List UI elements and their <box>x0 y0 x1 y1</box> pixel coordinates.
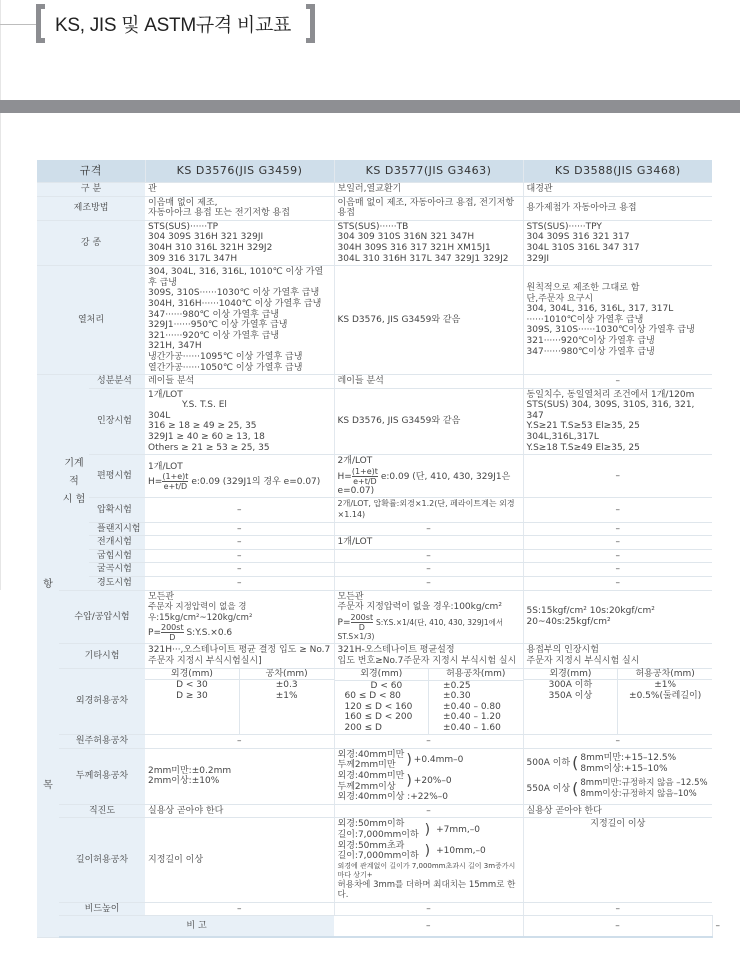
line: Y.S≥21 T.S≥53 El≥35, 25 <box>526 421 640 432</box>
cell: KS D3576, JIS G3459와 같음 <box>334 388 523 455</box>
line: 350A 이상 <box>548 690 593 701</box>
cell: 대경관 <box>523 183 712 197</box>
cell: – <box>523 577 712 591</box>
subcell <box>524 680 618 735</box>
line: 2개/LOT <box>337 456 373 467</box>
cell: – <box>334 549 523 563</box>
cell: – <box>145 498 334 522</box>
size-label: 500A 이하 <box>526 758 571 769</box>
row-composition <box>37 375 712 389</box>
row-unfold <box>37 536 712 550</box>
tolerance-value: +20%–0 <box>413 776 452 787</box>
cell: – <box>523 522 712 536</box>
line: 321H···,오스테나이트 평균 결정 입도 ≥ No.7 <box>148 645 331 656</box>
row-label: 비드높이 <box>59 902 145 916</box>
line: 321······920℃ 이상 가열후 급냉 <box>148 330 280 341</box>
subcell <box>145 680 239 735</box>
cell: – <box>523 549 712 563</box>
line: ±1% <box>275 690 298 701</box>
row-remarks: 비 고 – – – <box>37 916 712 938</box>
cell: – <box>145 735 334 749</box>
row-od-tolerance <box>37 668 712 735</box>
group-label-mechanical <box>59 375 89 591</box>
row-label: 두께허용공차 <box>59 748 145 804</box>
line: D < 60 <box>370 680 403 691</box>
line: 2mm미만:±0.2mm <box>148 765 232 776</box>
cell <box>145 196 334 220</box>
line: 외경:40mm미만 <box>337 770 405 781</box>
numerator: (1+e)t <box>162 472 189 482</box>
cell <box>523 668 712 735</box>
group-label-top: 항 <box>43 579 53 591</box>
header-spec: 규격 <box>37 160 145 183</box>
cell: KS D3576, JIS G3459와 같음 <box>334 266 523 375</box>
cell <box>523 388 712 455</box>
cell: – <box>334 735 523 749</box>
line: 용접부의 인장시험 <box>526 645 599 656</box>
formula <box>148 472 331 491</box>
line: D < 30 <box>176 680 208 691</box>
cell: 지정길이 이상 <box>523 818 712 903</box>
fraction <box>351 613 374 632</box>
line: 304H, 316H······1040℃ 이상 가열후 급냉 <box>148 298 322 309</box>
row-label: 플랜지시험 <box>89 522 145 536</box>
tolerance-value: +0.4mm–0 <box>413 755 464 766</box>
formula-note: e:0.09 (329J1의 경우 e=0.07) <box>191 477 321 488</box>
cell: – <box>523 902 712 916</box>
cell: – <box>523 455 712 498</box>
cell: – <box>523 735 712 749</box>
row-other-tests <box>37 644 712 668</box>
row-label: 경도시험 <box>89 577 145 591</box>
row-bead-height <box>37 902 712 916</box>
line: 1개/LOT <box>148 461 183 472</box>
line: 329J1······950℃ 이상 가열후 급냉 <box>148 320 288 331</box>
fraction <box>352 467 378 486</box>
denominator: e+t/D <box>163 482 188 492</box>
cell: – <box>523 916 712 938</box>
row-label: 전개시험 <box>89 536 145 550</box>
cell: – <box>523 498 712 522</box>
tolerance-value: +7mm,–0 <box>436 824 480 835</box>
cell <box>523 266 712 375</box>
row-hardness <box>37 577 712 591</box>
line: ±1% <box>654 680 677 691</box>
line: 304H 309S 316 317 321H XM15J1 <box>337 242 491 253</box>
line: 자동아아크 용접 또는 전기저항 용접 <box>148 208 290 219</box>
line: 동일치수, 동일열처리 조건에서 1개/120m <box>526 389 695 400</box>
line: 8mm미만:규정하지 않음 –12.5% <box>580 778 708 789</box>
line: 단,주문자 요구시 <box>526 293 594 304</box>
cell: – <box>145 536 334 550</box>
cell <box>145 668 334 735</box>
line: 120 ≤ D < 160 <box>344 701 413 712</box>
line: STS(SUS) 304, 309S, 310S, 316, 321, 347 <box>526 400 695 421</box>
line: 이음매 없이 제조, <box>148 197 218 208</box>
tolerance-group: 550A 이상 ( 8mm미만:규정하지 않음 –12.5% 8mm이상:규정하지 않음–10% <box>526 778 708 799</box>
line: 347······980℃ 이상 가열후 급냉 <box>148 309 280 320</box>
line: 304L 310 316H 317L 347 329J1 329J2 <box>337 253 509 264</box>
subcell <box>335 680 429 733</box>
row-straightness <box>37 804 712 818</box>
line: 304 309 310S 316N 321 347H <box>337 232 475 243</box>
tolerance-group: 외경:40mm미만 두께2mm이상 ) +20%–0 <box>337 770 452 792</box>
row-label: 압확시험 <box>89 498 145 522</box>
line: 304H 310 316L 321H 329J2 <box>148 242 273 253</box>
row-label: 제조방법 <box>37 196 145 220</box>
line: 두께2mm이상 <box>337 781 396 792</box>
note: 외경에 관계없이 길이가 7,000mm초과시 길이 3m증가시마다 상기+ <box>337 861 516 879</box>
row-label: 수압/공압시험 <box>59 590 145 644</box>
line: 주문자 지정시 부식시험 실시 <box>526 655 640 666</box>
formula-lhs: H= <box>337 471 352 482</box>
subheader: 외경(mm) <box>524 669 618 680</box>
subtable <box>524 669 713 735</box>
subcell <box>429 680 523 733</box>
formula-lhs: P= <box>337 617 351 628</box>
row-label: 성분분석 <box>89 375 145 389</box>
fraction <box>162 472 188 491</box>
line: 모든관 <box>148 591 175 602</box>
numerator: 200st <box>350 612 374 622</box>
line: ±0.30 <box>443 691 471 702</box>
line: STS(SUS)······TB <box>337 221 409 232</box>
cell: – <box>334 577 523 591</box>
left-rule <box>0 0 1 590</box>
cell: – <box>145 522 334 536</box>
row-bend <box>37 549 712 563</box>
line: 원칙적으로 제조한 그대로 함 <box>526 283 640 294</box>
line: ······1010℃이상 가열후 급냉 <box>526 314 644 325</box>
denominator: D <box>358 622 365 632</box>
line: 8mm이상:규정하지 않음–10% <box>580 788 697 799</box>
line: 8mm이상:+15–10% <box>580 763 668 774</box>
row-gubun <box>37 183 712 197</box>
line: ±0.40 – 1.20 <box>443 712 501 723</box>
tolerance-value: +10mm,–0 <box>436 845 486 856</box>
line: ±0.3 <box>275 680 298 691</box>
line: 열간가공······1050℃ 이상 가열후 급냉 <box>148 362 303 373</box>
line: 주문자 지정압력이 없을 경우:100kg/cm² <box>337 602 502 613</box>
line: STS(SUS)······TPY <box>526 221 602 232</box>
line: 304 309S 316H 321 329JI <box>148 232 264 243</box>
row-label: 강 종 <box>37 220 145 265</box>
row-flattening <box>37 455 712 498</box>
cell: 보일러,열교환기 <box>334 183 523 197</box>
cell: 2개/LOT, 압확률:외경×1.2(단, 페라이트계는 외경 ×1.14) <box>334 498 523 522</box>
cell: 레이들 분석 <box>145 375 334 389</box>
line: 시 험 <box>62 494 86 506</box>
cell <box>523 220 712 265</box>
line: 외경:40mm미만 <box>337 749 405 760</box>
title-bracket-left <box>36 4 45 43</box>
row-label: 굴곡시험 <box>89 563 145 577</box>
formula-lhs: P= <box>148 628 161 639</box>
row-length-tolerance <box>37 818 712 903</box>
cell <box>145 220 334 265</box>
line: 8mm미만:+15–12.5% <box>580 753 677 764</box>
subcell <box>239 680 333 735</box>
line: 5S:15kgf/cm² 10s:20kgf/cm² <box>526 606 655 617</box>
size-label: 550A 이상 <box>526 783 571 794</box>
cell <box>334 748 523 804</box>
tolerance-group: 외경:50mm이하 길이:7,000mm이하 ) +7mm,–0 <box>337 819 480 840</box>
cell: 실용상 곧아야 한다 <box>145 804 334 818</box>
line: 309S, 310S······1030℃ 이상 가열후 급냉 <box>148 288 320 299</box>
line: Y.S. T.S. El <box>182 400 227 411</box>
line: 길이:7,000mm이하 <box>337 851 419 862</box>
row-heat-treatment <box>37 266 712 375</box>
cell: 레이들 분석 <box>334 375 523 389</box>
formula <box>148 623 331 642</box>
title-bracket-right <box>306 4 315 43</box>
cell <box>523 748 712 804</box>
line: 160 ≤ D < 200 <box>344 712 413 723</box>
line: 냉간가공······1095℃ 이상 가열후 급냉 <box>148 351 303 362</box>
cell: – <box>334 804 523 818</box>
line: ±0.40 – 0.80 <box>443 701 501 712</box>
section-divider-bar <box>0 100 740 113</box>
cell <box>334 644 523 668</box>
line: 300A 이하 <box>548 680 593 691</box>
row-label: 길이허용공차 <box>59 818 145 903</box>
line: 304, 304L, 316, 316L, 317, 317L <box>526 304 674 315</box>
comparison-table <box>37 160 721 938</box>
cell <box>523 590 712 644</box>
cell: – <box>145 902 334 916</box>
header-row <box>37 160 712 183</box>
line: 외경:50mm초과 <box>337 840 405 851</box>
formula-lhs: H= <box>148 477 163 488</box>
line: 309 316 317L 347H <box>148 253 238 264</box>
line: 304L <box>148 410 171 421</box>
line: 200 ≤ D <box>344 723 382 734</box>
cell <box>145 388 334 455</box>
subheader: 허용공차(mm) <box>618 669 712 680</box>
row-method <box>37 196 712 220</box>
line: 외경:40mm이상 :+22%–0 <box>337 792 448 803</box>
cell: – <box>334 902 523 916</box>
row-label: 비 고 <box>59 916 334 938</box>
line: 329JI <box>526 253 550 264</box>
line: 두께2mm미만 <box>337 760 396 771</box>
line: 316 ≥ 18 ≥ 49 ≥ 25, 35 <box>148 421 257 432</box>
header-ks-d3576: KS D3576(JIS G3459) <box>145 160 334 183</box>
row-label: 원주허용공차 <box>59 735 145 749</box>
cell: – <box>334 563 523 577</box>
row-hydro-test <box>37 590 712 644</box>
line: 입도 번호≥No.7주문자 지정시 부식시험 실시 <box>337 655 517 666</box>
line: 2mm이상:±10% <box>148 776 220 787</box>
row-flange <box>37 522 712 536</box>
cell: 관 <box>145 183 334 197</box>
subheader: 외경(mm) <box>145 669 239 680</box>
cell <box>334 220 523 265</box>
line: 304L,316L,317L <box>526 432 599 443</box>
line: 주문자 지정압력이 없을 경우:15kg/cm²~120kg/cm² <box>148 602 253 623</box>
cell: – <box>334 916 523 938</box>
row-curve <box>37 563 712 577</box>
line: 304 309S 316 321 317 <box>526 232 630 243</box>
cell <box>334 590 523 644</box>
line: D ≥ 30 <box>176 690 208 701</box>
row-circumference-tolerance <box>37 735 712 749</box>
line: ±0.40 – 1.60 <box>443 723 501 734</box>
cell <box>145 455 334 498</box>
formula-note: S:Y.S.×0.6 <box>186 628 233 639</box>
subheader: 허용공차(mm) <box>429 669 523 680</box>
line: 1개/LOT <box>148 389 183 400</box>
line: Others ≥ 21 ≥ 53 ≥ 25, 35 <box>148 442 270 453</box>
line: 321H, 347H <box>148 341 202 352</box>
row-expansion <box>37 498 712 522</box>
row-wall-tolerance <box>37 748 712 804</box>
denominator: e+t/D <box>353 476 377 486</box>
line: 321H-오스테나이트 평균설정 <box>337 645 455 656</box>
row-label: 인장시험 <box>89 388 145 455</box>
numerator: 200st <box>161 623 184 633</box>
line: 309S, 310S······1030℃이상 가열후 급냉 <box>526 325 695 336</box>
line: 모든관 <box>337 591 364 602</box>
row-label: 직진도 <box>59 804 145 818</box>
line: 347······980℃이상 가열후 급냉 <box>526 346 655 357</box>
numerator: (1+e)t <box>351 466 378 476</box>
tolerance-group: 외경:40mm미만 두께2mm미만 ) +0.4mm–0 <box>337 749 464 771</box>
line: ±0.5%(둘레길이) <box>629 690 702 701</box>
cell: – <box>145 549 334 563</box>
formula-note: e:0.09 (단, 410, 430, 329J1은 e=0.07) <box>337 471 511 496</box>
row-tensile <box>37 388 712 455</box>
denominator: D <box>169 633 176 643</box>
note: 허용차에 3mm를 더하며 최대치는 15mm로 한다. <box>337 879 516 901</box>
cell: 용가제첨가 자동아아크 용접 <box>523 196 712 220</box>
row-label: 기타시험 <box>59 644 145 668</box>
row-label: 열처리 <box>37 266 145 375</box>
cell <box>523 644 712 668</box>
tolerance-group: 외경:50mm초과 길이:7,000mm이하 ) +10mm,–0 <box>337 840 486 862</box>
cell: 이음매 없이 제조, 자동아아크 용접, 전기저항 용접 <box>334 196 523 220</box>
line: 304L 310S 316L 347 317 <box>526 242 640 253</box>
row-label: 편평시험 <box>89 455 145 498</box>
cell <box>145 590 334 644</box>
line: 외경:50mm이하 <box>337 819 405 830</box>
line: 20~40s:25kgf/cm² <box>526 616 611 627</box>
line: STS(SUS)······TP <box>148 221 219 232</box>
formula-note: S:Y.S.×1/4(단, 410, 430, 329J1에서 ST.S×1/3) <box>337 617 504 641</box>
title-leader-line <box>0 24 36 25</box>
line: 304, 304L, 316, 316L, 1010℃ 이상 가열후 급냉 <box>148 267 324 288</box>
cell: – <box>145 563 334 577</box>
cell: – <box>523 375 712 389</box>
subtable <box>335 669 523 734</box>
cell: – <box>334 522 523 536</box>
cell <box>145 748 334 804</box>
cell <box>334 668 523 735</box>
line: 주문자 지정시 부식시험실시] <box>148 655 262 666</box>
header-ks-d3577: KS D3577(JIS G3463) <box>334 160 523 183</box>
cell <box>145 266 334 375</box>
cell <box>145 644 334 668</box>
cell: – <box>145 577 334 591</box>
cell: – <box>523 563 712 577</box>
line: Y.S≥18 T.S≥49 El≥35, 25 <box>526 442 640 453</box>
line: 329J1 ≥ 40 ≥ 60 ≥ 13, 18 <box>148 432 265 443</box>
row-label: 구 분 <box>37 183 145 197</box>
line: 321······920℃이상 가열후 급냉 <box>526 336 655 347</box>
row-grade <box>37 220 712 265</box>
line: 60 ≤ D < 80 <box>344 691 401 702</box>
tolerance-group: 500A 이하 ( 8mm미만:+15–12.5% 8mm이상:+15–10% <box>526 753 677 774</box>
group-label-item <box>37 375 59 938</box>
cell: 실용상 곧아야 한다 <box>523 804 712 818</box>
cell: 1개/LOT <box>334 536 523 550</box>
line: ±0.25 <box>443 680 471 691</box>
cell: 지정길이 이상 <box>145 818 334 903</box>
cell <box>334 455 523 498</box>
subheader: 공차(mm) <box>239 669 333 680</box>
cell: – <box>523 536 712 550</box>
subheader: 외경(mm) <box>335 669 429 680</box>
header-ks-d3588: KS D3588(JIS G3468) <box>523 160 712 183</box>
subcell <box>618 680 712 735</box>
line: 길이:7,000mm이하 <box>337 829 419 840</box>
fraction <box>161 623 184 642</box>
page-title: KS, JIS 및 ASTM규격 비교표 <box>55 15 292 36</box>
row-label: 외경허용공차 <box>59 668 145 735</box>
row-label: 굽힘시험 <box>89 549 145 563</box>
line: 기계적 <box>64 458 84 488</box>
group-label-bottom: 목 <box>43 780 53 792</box>
formula <box>338 467 520 497</box>
cell <box>334 818 523 903</box>
subtable <box>145 669 334 735</box>
formula <box>338 613 520 643</box>
